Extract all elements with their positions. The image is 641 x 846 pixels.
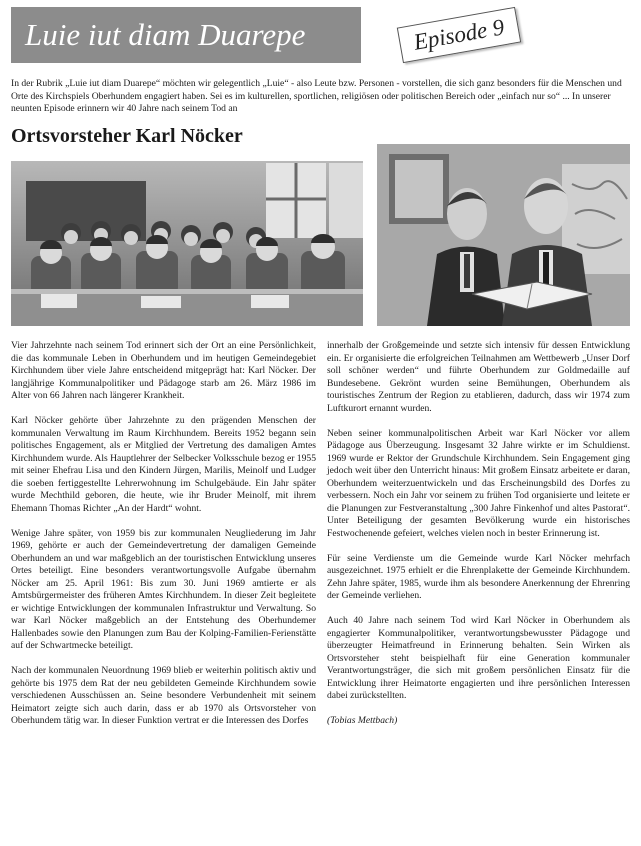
intro-text: In der Rubrik „Luie iut diam Duarepe“ möchten wir gelegentlich „Luie“ - also Leute bzw. Personen - vorstellen, die sich ganz besonders für die Menschen und Orte des Kirchspiels Oberhundem engagiert haben. Sei es im kulturellen, sportlichen, religiösen oder politischen Bereich oder „einfach nur so“ ... In unserer neunten Episode erinnern wir 40 Jahre nach seinem Tod an: [11, 78, 622, 114]
series-title: Luie iut diam Duarepe: [25, 17, 306, 52]
article-paragraph: Neben seiner kommunalpolitischen Arbeit war Karl Nöcker vor allem Pädagoge aus Überzeugung. Insgesamt 32 Jahre wirkte er im Schuldienst. 1969 wurde er Rektor der Grundschule Kirchhundem. Sein Engagement ging jedoch weit über den Unterricht hinaus: Mit großem Einsatz arbeitete er daran, Oberhundem weiterzuentwickeln und das Erscheinungsbild des Dorfes zu verbessern. Noch ein Jahr vor seinem zu frühen Tod organisierte und leitete er die Planungen zur Festveranstaltung „300 Jahre Finkenhof und altes Pastorat“. Unter Beteiligung der gesamten Bevölkerung wurde ein historisches Festwochenende gefeiert, welches vielen noch in bester Erinnerung ist.: [327, 427, 630, 539]
article-headline: Ortsvorsteher Karl Nöcker: [11, 125, 243, 147]
series-banner: [11, 7, 361, 63]
article-paragraph: innerhalb der Großgemeinde und setzte sich intensiv für dessen Entwicklung ein. Er organisierte die erfolgreichen Teilnahmen am Wettbewerb „Unser Dorf soll schöner werden“ und führte Oberhundem zur Goldmedaille auf Bundesebene. Gekrönt wurden seine Bemühungen, Oberhundem als touristisches Zentrum der Region zu etablieren, dadurch, dass wir 1974 zum Luftkurort ernannt wurden.: [327, 340, 630, 414]
article-paragraph: Auch 40 Jahre nach seinem Tod wird Karl Nöcker in Oberhundem als engagierter Kommunalpolitiker, verantwortungsbewusster Pädagoge und überzeugter Heimatfreund in Erinnerung behalten. Sein Wirken als Ortsvorsteher steht beispielhaft für eine Generation kommunaler Verantwortungsträger, die sich mit großem persönlichen Einsatz für die Entwicklung ihrer Heimatorte engagierten und ihre persönlichen Interessen dabei zurückstellten.: [327, 615, 630, 701]
author-signature: (Tobias Mettbach): [327, 715, 398, 726]
article-paragraph: Nach der kommunalen Neuordnung 1969 blieb er weiterhin politisch aktiv und gehörte bis 1975 dem Rat der neu gebildeten Gemeinde Kirchhundem sowie verschiedenen Ausschüssen an. Seine besondere Verbundenheit mit seinem Heimatort zeigte sich auch darin, dass er ab 1970 als Ortsvorsteher von Oberhundem tätig war. In dieser Funktion vertrat er die Interessen des Dorfes: [11, 665, 316, 726]
two-men-reading-photo-icon: [377, 144, 630, 326]
article-paragraph: Karl Nöcker gehörte über Jahrzehnte zu den prägenden Menschen der kommunalen Verwaltung im Raum Kirchhundem. Bereits 1952 begann sein politisches Engagement, als er Mitglied der Vertretung des damaligen Amtes Kirchhundem wurde. Als Hauptlehrer der Selbecker Volksschule bezog er 1955 mit seiner Ehefrau Lisa und den Kindern Jürgen, Marilis, Meinolf und Ludger die soeben fertiggestellte Lehrerwohnung im Schulgebäude. Ein Jahr später wurde Mechthild geboren, die heute, wie ihr Bruder Meinolf, mit ihrem Ehemann Thomas Richter „An der Hardt“ wohnt.: [11, 415, 316, 514]
episode-text: Episode 9: [411, 14, 507, 55]
article-column-left: [11, 340, 316, 740]
article-paragraph: Vier Jahrzehnte nach seinem Tod erinnert sich der Ort an eine Persönlichkeit, die das kommunale Leben in Oberhundem und im heutigen Gemeindegebiet Kirchhundem über viele Jahre entscheidend mitgeprägt hat: Karl Nöcker. Der langjährige Kommunalpolitiker und Pädagoge starb am 26. März 1986 im Alter von 66 Jahren nach längerer Krankheit.: [11, 340, 316, 401]
article-column-right: [327, 340, 630, 740]
classroom-photo-icon: [11, 161, 363, 326]
article-paragraph: Wenige Jahre später, von 1959 bis zur kommunalen Neugliederung im Jahr 1969, gehörte er auch der Gemeindevertretung der damaligen Gemeinde Oberhundem an und war maßgeblich an der touristischen Entwicklung unseres Ortes beteiligt. Eine besonders verantwortungsvolle Aufgabe übernahm Nöcker am 25. April 1961: Bis zum 30. Juni 1969 amtierte er als Amtsbürgermeister des früheren Amtes Kirchhundem. In dieser Zeit begleitete er wichtige Entwicklungen der kommunalen Infrastruktur und Verwaltung. So war Karl Nöcker maßgeblich an der Entstehung des Oberhundemer Hallenbades sowie den Planungen zum Bau der Kolping-Familien-Ferienstätte auf der Schwartmecke beteiligt.: [11, 527, 316, 651]
episode-label: [397, 7, 521, 63]
article-paragraph: Für seine Verdienste um die Gemeinde wurde Karl Nöcker mehrfach ausgezeichnet. 1975 erhielt er die Ehrenplakette der Gemeinde Kirchhundem. Zehn Jahre später, 1985, wurde ihm als besondere Anerkennung der Ehrenring der Gemeinde verliehen.: [327, 552, 630, 601]
